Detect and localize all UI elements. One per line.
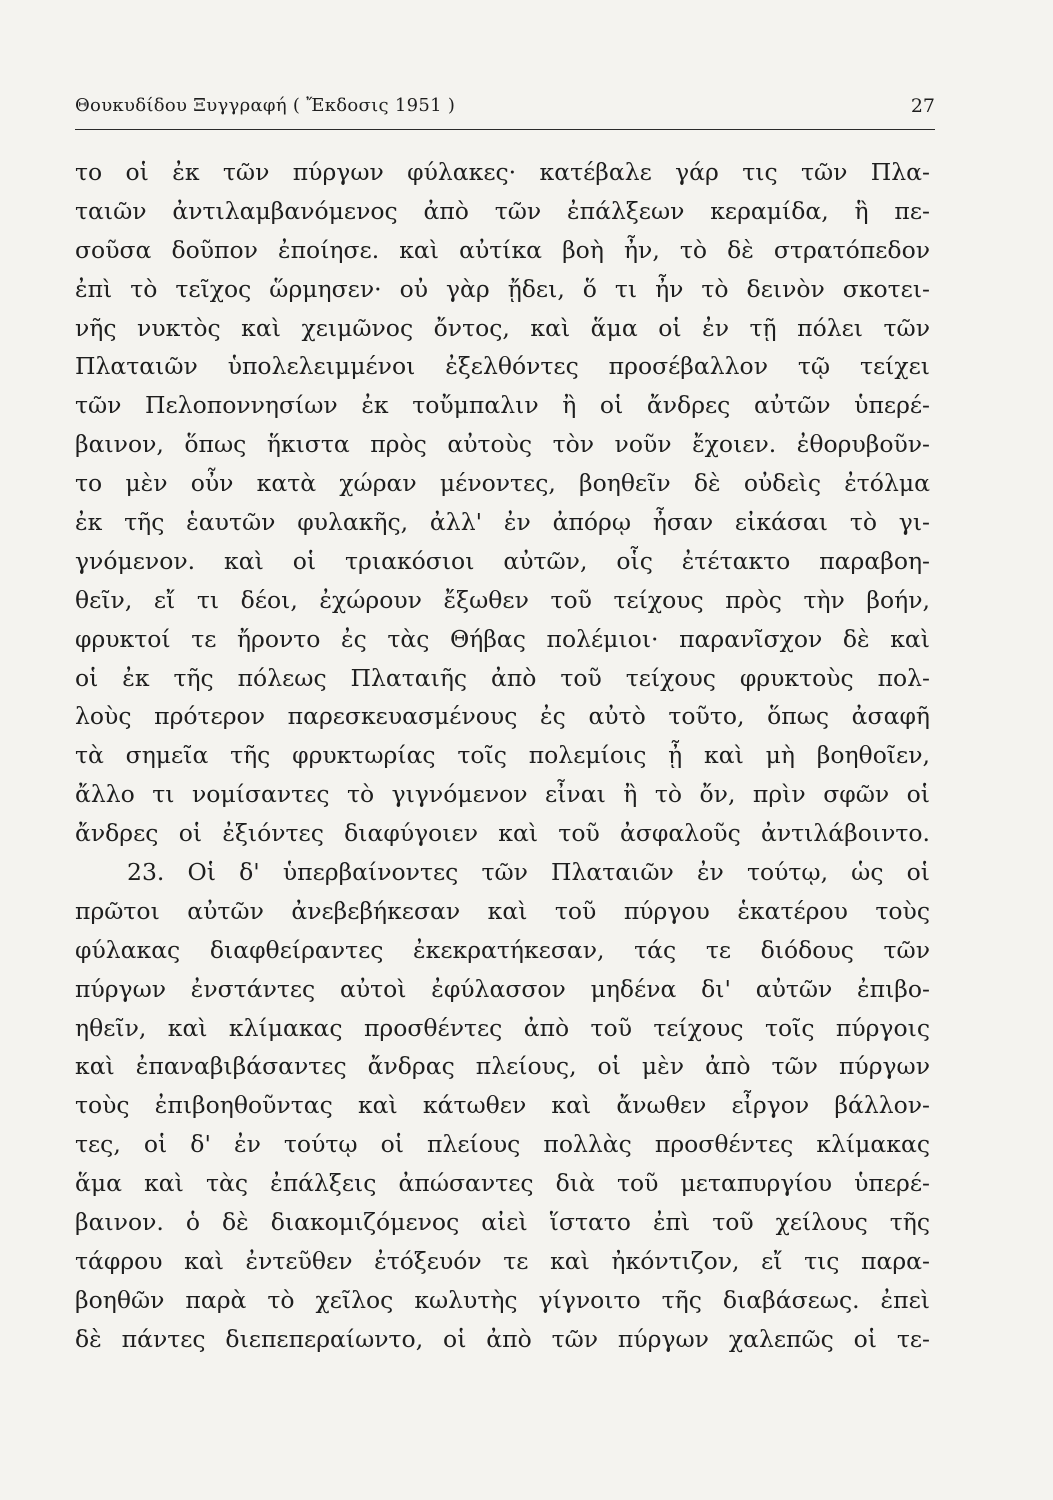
text-line: σοῦσα δοῦπον ἐποίησε. καὶ αὐτίκα βοὴ ἦν, τὸ δὲ στρατόπεδον — [75, 235, 930, 264]
text-line: ἐπὶ τὸ τεῖχος ὥρμησεν· οὐ γὰρ ᾔδει, ὅ τι ἦν τὸ δεινὸν σκοτει- — [75, 274, 930, 303]
text-line: νῆς νυκτὸς καὶ χειμῶνος ὄντος, καὶ ἅμα οἱ ἐν τῇ πόλει τῶν — [75, 313, 930, 342]
text-line: δὲ πάντες διεπεπεραίωντο, οἱ ἀπὸ τῶν πύργων χαλεπῶς οἱ τε- — [75, 1324, 930, 1353]
text-line: λοὺς πρότερον παρεσκευασμένους ἐς αὐτὸ τοῦτο, ὅπως ἀσαφῆ — [75, 702, 930, 731]
text-line: βαινον, ὅπως ἥκιστα πρὸς αὐτοὺς τὸν νοῦν ἔχοιεν. ἐθορυβοῦν- — [75, 430, 930, 459]
text-line: οἱ ἐκ τῆς πόλεως Πλαταιῆς ἀπὸ τοῦ τείχους φρυκτοὺς πολ- — [75, 663, 930, 692]
text-line: φύλακας διαφθείραντες ἐκεκρατήκεσαν, τάς τε διόδους τῶν — [75, 935, 930, 964]
body-text — [75, 153, 930, 1359]
text-line: το μὲν οὖν κατὰ χώραν μένοντες, βοηθεῖν δὲ οὐδεὶς ἐτόλμα — [75, 469, 930, 498]
text-line: γνόμενον. καὶ οἱ τριακόσιοι αὐτῶν, οἷς ἐτέτακτο παραβοη- — [75, 546, 930, 575]
section-start-line: 23. Οἱ δ' ὑπερβαίνοντες τῶν Πλαταιῶν ἐν τούτῳ, ὡς οἱ — [127, 858, 930, 887]
text-line: ἄνδρες οἱ ἐξιόντες διαφύγοιεν καὶ τοῦ ἀσφαλοῦς ἀντιλάβοιντο. — [75, 819, 930, 848]
page-header — [75, 95, 935, 130]
text-line: βοηθῶν παρὰ τὸ χεῖλος κωλυτὴς γίγνοιτο τῆς διαβάσεως. ἐπεὶ — [75, 1285, 930, 1314]
text-line: ταιῶν ἀντιλαμβανόμενος ἀπὸ τῶν ἐπάλξεων κεραμίδα, ἣ πε- — [75, 196, 930, 225]
text-line: Πλαταιῶν ὑπολελειμμένοι ἐξελθόντες προσέβαλλον τῷ τείχει — [75, 352, 930, 381]
text-line: πύργων ἐνστάντες αὐτοὶ ἐφύλασσον μηδένα δι' αὐτῶν ἐπιβο- — [75, 974, 930, 1003]
text-line: ἐκ τῆς ἑαυτῶν φυλακῆς, ἀλλ' ἐν ἀπόρῳ ἦσαν εἰκάσαι τὸ γι- — [75, 508, 930, 537]
text-line: ἄλλο τι νομίσαντες τὸ γιγνόμενον εἶναι ἢ τὸ ὄν, πρὶν σφῶν οἱ — [75, 780, 930, 809]
text-line: τάφρου καὶ ἐντεῦθεν ἐτόξευόν τε καὶ ἠκόντιζον, εἴ τις παρα- — [75, 1246, 930, 1275]
text-line: τες, οἱ δ' ἐν τούτῳ οἱ πλείους πολλὰς προσθέντες κλίμακας — [75, 1130, 930, 1159]
text-line: θεῖν, εἴ τι δέοι, ἐχώρουν ἔξωθεν τοῦ τείχους πρὸς τὴν βοήν, — [75, 585, 930, 614]
text-line: πρῶτοι αὐτῶν ἀνεβεβήκεσαν καὶ τοῦ πύργου ἑκατέρου τοὺς — [75, 896, 930, 925]
text-line: το οἱ ἐκ τῶν πύργων φύλακες· κατέβαλε γάρ τις τῶν Πλα- — [75, 158, 930, 186]
running-title: Θουκυδίδου Ξυγγραφή ( Ἔκδοσις 1951 ) — [75, 95, 456, 116]
text-line: καὶ ἐπαναβιβάσαντες ἄνδρας πλείους, οἱ μὲν ἀπὸ τῶν πύργων — [75, 1052, 930, 1081]
text-line: τῶν Πελοποννησίων ἐκ τοὔμπαλιν ἢ οἱ ἄνδρες αὐτῶν ὑπερέ- — [75, 391, 930, 420]
text-line: βαινον. ὁ δὲ διακομιζόμενος αἰεὶ ἵστατο ἐπὶ τοῦ χείλους τῆς — [75, 1208, 930, 1237]
text-line: ἅμα καὶ τὰς ἐπάλξεις ἀπώσαντες διὰ τοῦ μεταπυργίου ὑπερέ- — [75, 1169, 930, 1198]
page-number: 27 — [910, 95, 935, 117]
text-line: τοὺς ἐπιβοηθοῦντας καὶ κάτωθεν καὶ ἄνωθεν εἶργον βάλλον- — [75, 1091, 930, 1120]
text-line: φρυκτοί τε ἤροντο ἐς τὰς Θήβας πολέμιοι· παρανῖσχον δὲ καὶ — [75, 624, 930, 653]
text-line: τὰ σημεῖα τῆς φρυκτωρίας τοῖς πολεμίοις ᾖ καὶ μὴ βοηθοῖεν, — [75, 741, 930, 770]
text-line: ηθεῖν, καὶ κλίμακας προσθέντες ἀπὸ τοῦ τείχους τοῖς πύργοις — [75, 1013, 930, 1042]
